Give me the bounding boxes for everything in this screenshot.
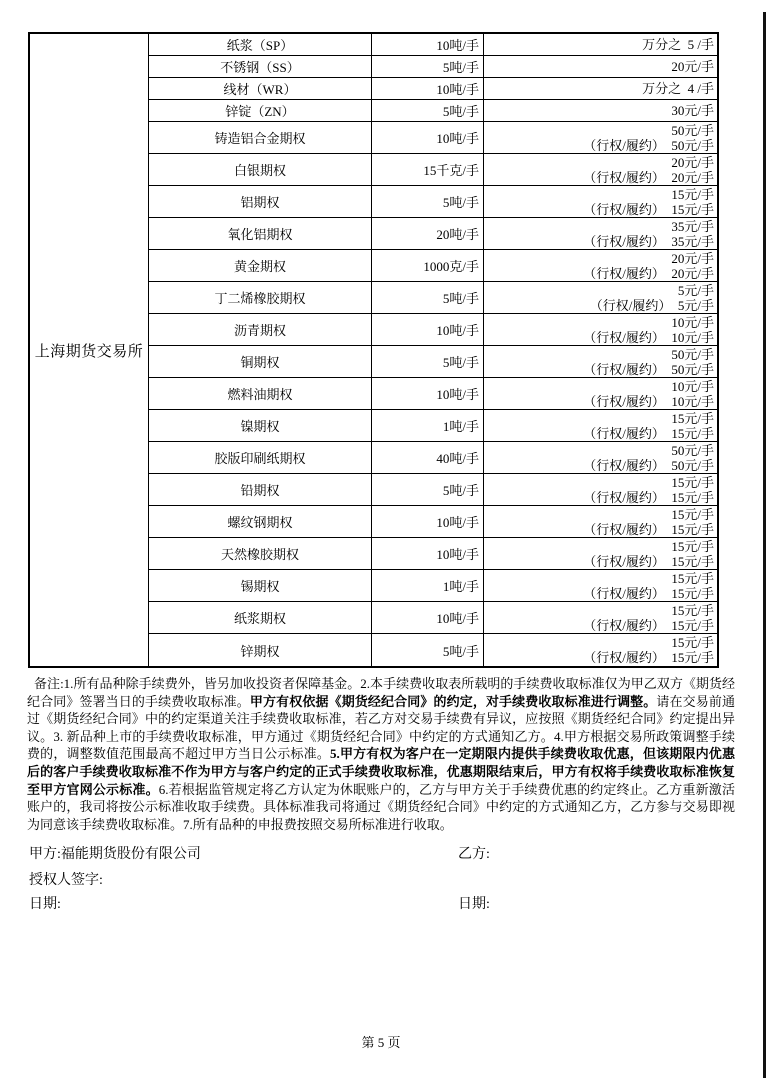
fee-value: 15元/手 bbox=[671, 410, 714, 426]
exercise-fee-value: （行权/履约） 15元/手 bbox=[583, 585, 714, 601]
notes-segment: 备注:1.所有品种除手续费外，皆另加收投资者保障基金。2.本手续费收取表所载明的手续费收取标准仅为甲乙双方《期货经纪合同》签署当日的手续费收取标准。 bbox=[27, 676, 735, 709]
product-cell: 线材（WR） bbox=[149, 78, 372, 99]
fee-value: 15元/手 bbox=[671, 474, 714, 490]
table-row bbox=[149, 154, 717, 186]
exercise-fee-value: （行权/履约） 20元/手 bbox=[583, 265, 714, 281]
product-cell: 纸浆期权 bbox=[149, 602, 372, 633]
fee-value: 50元/手 bbox=[671, 442, 714, 458]
contract-size-cell: 1吨/手 bbox=[372, 570, 484, 601]
contract-size-cell: 10吨/手 bbox=[372, 78, 484, 99]
fee-cell bbox=[484, 78, 717, 99]
notes-paragraph bbox=[27, 675, 735, 833]
product-cell: 黄金期权 bbox=[149, 250, 372, 281]
exercise-fee-value: （行权/履约） 15元/手 bbox=[583, 617, 714, 633]
table-row bbox=[149, 218, 717, 250]
fee-value: 20元/手 bbox=[671, 250, 714, 266]
notes-segment: 请在交易前通过《期货经纪合同》中的约定渠道关注手续费收取标准，若乙方对交易手续费有异议，应按照《期货经纪合同》约定提出异议。3. 新品种上市的手续费收取标准，甲方通过《期货经纪合同》中约定的方式通知乙方。4.甲方根据交易所政策调整手续费的，调整数值范围最高不超过甲方当日公示标准。 bbox=[27, 693, 735, 762]
fee-cell bbox=[484, 538, 717, 569]
fee-value: 10元/手 bbox=[671, 378, 714, 394]
table-row bbox=[149, 250, 717, 282]
exercise-fee-value: （行权/履约） 10元/手 bbox=[583, 393, 714, 409]
table-row bbox=[149, 34, 717, 56]
fee-cell bbox=[484, 56, 717, 77]
exercise-fee-value: （行权/履约） 15元/手 bbox=[583, 201, 714, 217]
product-cell: 氧化铝期权 bbox=[149, 218, 372, 249]
exercise-fee-value: （行权/履约） 15元/手 bbox=[583, 521, 714, 537]
product-cell: 沥青期权 bbox=[149, 314, 372, 345]
product-cell: 锡期权 bbox=[149, 570, 372, 601]
table-row bbox=[149, 410, 717, 442]
fee-value: 20元/手 bbox=[671, 59, 714, 74]
fee-cell bbox=[484, 154, 717, 185]
product-cell: 螺纹钢期权 bbox=[149, 506, 372, 537]
contract-size-cell: 10吨/手 bbox=[372, 314, 484, 345]
exercise-fee-value: （行权/履约） 15元/手 bbox=[583, 650, 714, 665]
table-row bbox=[149, 282, 717, 314]
fee-cell bbox=[484, 314, 717, 345]
fee-cell bbox=[484, 282, 717, 313]
fee-value: 5元/手 bbox=[677, 282, 714, 298]
fee-value: 50元/手 bbox=[671, 122, 714, 138]
notes-bold-segment: 甲方有权依据《期货经纪合同》的约定，对手续费收取标准进行调整。 bbox=[249, 693, 657, 709]
party-a-label: 甲方:福能期货股份有限公司 bbox=[29, 847, 201, 862]
contract-size-cell: 5吨/手 bbox=[372, 282, 484, 313]
fee-cell bbox=[484, 570, 717, 601]
contract-size-cell: 5吨/手 bbox=[372, 346, 484, 377]
contract-size-cell: 10吨/手 bbox=[372, 602, 484, 633]
product-cell: 铸造铝合金期权 bbox=[149, 122, 372, 153]
fee-value: 30元/手 bbox=[671, 103, 714, 118]
fee-value: 35元/手 bbox=[671, 218, 714, 234]
fee-cell bbox=[484, 218, 717, 249]
fee-cell bbox=[484, 34, 717, 55]
contract-size-cell: 10吨/手 bbox=[372, 122, 484, 153]
fee-cell bbox=[484, 442, 717, 473]
fee-table bbox=[28, 32, 719, 668]
product-cell: 铜期权 bbox=[149, 346, 372, 377]
fee-cell bbox=[484, 250, 717, 281]
contract-size-cell: 15千克/手 bbox=[372, 154, 484, 185]
table-row bbox=[149, 602, 717, 634]
product-cell: 丁二烯橡胶期权 bbox=[149, 282, 372, 313]
product-cell: 锌期权 bbox=[149, 634, 372, 666]
contract-size-cell: 5吨/手 bbox=[372, 100, 484, 121]
contract-size-cell: 10吨/手 bbox=[372, 538, 484, 569]
product-cell: 燃料油期权 bbox=[149, 378, 372, 409]
fee-cell bbox=[484, 100, 717, 121]
exercise-fee-value: （行权/履约） 50元/手 bbox=[583, 137, 714, 153]
contract-size-cell: 40吨/手 bbox=[372, 442, 484, 473]
fee-cell bbox=[484, 346, 717, 377]
contract-size-cell: 5吨/手 bbox=[372, 186, 484, 217]
exercise-fee-value: （行权/履约） 20元/手 bbox=[583, 169, 714, 185]
table-row bbox=[149, 186, 717, 218]
exercise-fee-value: （行权/履约） 5元/手 bbox=[589, 297, 714, 313]
contract-size-cell: 10吨/手 bbox=[372, 506, 484, 537]
fee-cell bbox=[484, 410, 717, 441]
fee-value: 万分之 5 /手 bbox=[642, 37, 714, 52]
product-cell: 铅期权 bbox=[149, 474, 372, 505]
table-row bbox=[149, 634, 717, 666]
fee-cell bbox=[484, 634, 717, 666]
exchange-name-cell: 上海期货交易所 bbox=[30, 34, 149, 666]
fee-cell bbox=[484, 186, 717, 217]
table-row bbox=[149, 378, 717, 410]
product-cell: 天然橡胶期权 bbox=[149, 538, 372, 569]
table-row bbox=[149, 122, 717, 154]
contract-size-cell: 1000克/手 bbox=[372, 250, 484, 281]
fee-value: 15元/手 bbox=[671, 506, 714, 522]
exercise-fee-value: （行权/履约） 15元/手 bbox=[583, 553, 714, 569]
contract-size-cell: 1吨/手 bbox=[372, 410, 484, 441]
exercise-fee-value: （行权/履约） 10元/手 bbox=[583, 329, 714, 345]
fee-cell bbox=[484, 506, 717, 537]
fee-value: 15元/手 bbox=[671, 635, 714, 650]
authorized-signer-label: 授权人签字: bbox=[29, 873, 103, 888]
product-cell: 锌锭（ZN） bbox=[149, 100, 372, 121]
date-b-label: 日期: bbox=[458, 897, 490, 912]
exercise-fee-value: （行权/履约） 50元/手 bbox=[583, 457, 714, 473]
exercise-fee-value: （行权/履约） 15元/手 bbox=[583, 489, 714, 505]
product-cell: 胶版印刷纸期权 bbox=[149, 442, 372, 473]
table-row bbox=[149, 570, 717, 602]
product-cell: 铝期权 bbox=[149, 186, 372, 217]
contract-size-cell: 5吨/手 bbox=[372, 56, 484, 77]
fee-cell bbox=[484, 378, 717, 409]
table-row bbox=[149, 78, 717, 100]
contract-size-cell: 20吨/手 bbox=[372, 218, 484, 249]
fee-value: 10元/手 bbox=[671, 314, 714, 330]
exercise-fee-value: （行权/履约） 15元/手 bbox=[583, 425, 714, 441]
table-row bbox=[149, 56, 717, 78]
table-row bbox=[149, 506, 717, 538]
table-row bbox=[149, 314, 717, 346]
table-row bbox=[149, 442, 717, 474]
contract-size-cell: 10吨/手 bbox=[372, 34, 484, 55]
exercise-fee-value: （行权/履约） 35元/手 bbox=[583, 233, 714, 249]
fee-cell bbox=[484, 602, 717, 633]
page-number: 第 5 页 bbox=[361, 1035, 401, 1050]
product-cell: 白银期权 bbox=[149, 154, 372, 185]
fee-value: 万分之 4 /手 bbox=[642, 81, 714, 96]
table-row bbox=[149, 100, 717, 122]
fee-cell bbox=[484, 474, 717, 505]
fee-value: 15元/手 bbox=[671, 538, 714, 554]
fee-value: 15元/手 bbox=[671, 602, 714, 618]
notes-bold-segment: 5.甲方有权为客户在一定期限内提供手续费收取优惠，但该期限内优惠后的客户手续费收取标准不作为甲方与客户约定的正式手续费收取标准，优惠期限结束后，甲方有权将手续费收取标准恢复至甲方官网公示标准。 bbox=[27, 746, 735, 797]
contract-size-cell: 10吨/手 bbox=[372, 378, 484, 409]
table-row bbox=[149, 538, 717, 570]
fee-value: 20元/手 bbox=[671, 154, 714, 170]
fee-value: 15元/手 bbox=[671, 186, 714, 202]
product-cell: 镍期权 bbox=[149, 410, 372, 441]
notes-segment: 6.若根据监管规定将乙方认定为休眠账户的，乙方与甲方关于手续费优惠的约定终止。乙方重新激活账户的，我司将按公示标准收取手续费。具体标准我司将通过《期货经纪合同》中约定的方式通知乙方，乙方参与交易即视为同意该手续费收取标准。7.所有品种的申报费按照交易所标准进行收取。 bbox=[27, 781, 735, 832]
fee-value: 15元/手 bbox=[671, 570, 714, 586]
party-b-label: 乙方: bbox=[458, 847, 490, 862]
contract-size-cell: 5吨/手 bbox=[372, 634, 484, 666]
table-row bbox=[149, 346, 717, 378]
product-cell: 不锈钢（SS） bbox=[149, 56, 372, 77]
fee-rows bbox=[149, 34, 717, 666]
date-a-label: 日期: bbox=[29, 897, 61, 912]
contract-size-cell: 5吨/手 bbox=[372, 474, 484, 505]
fee-value: 50元/手 bbox=[671, 346, 714, 362]
fee-cell bbox=[484, 122, 717, 153]
exercise-fee-value: （行权/履约） 50元/手 bbox=[583, 361, 714, 377]
product-cell: 纸浆（SP） bbox=[149, 34, 372, 55]
table-row bbox=[149, 474, 717, 506]
